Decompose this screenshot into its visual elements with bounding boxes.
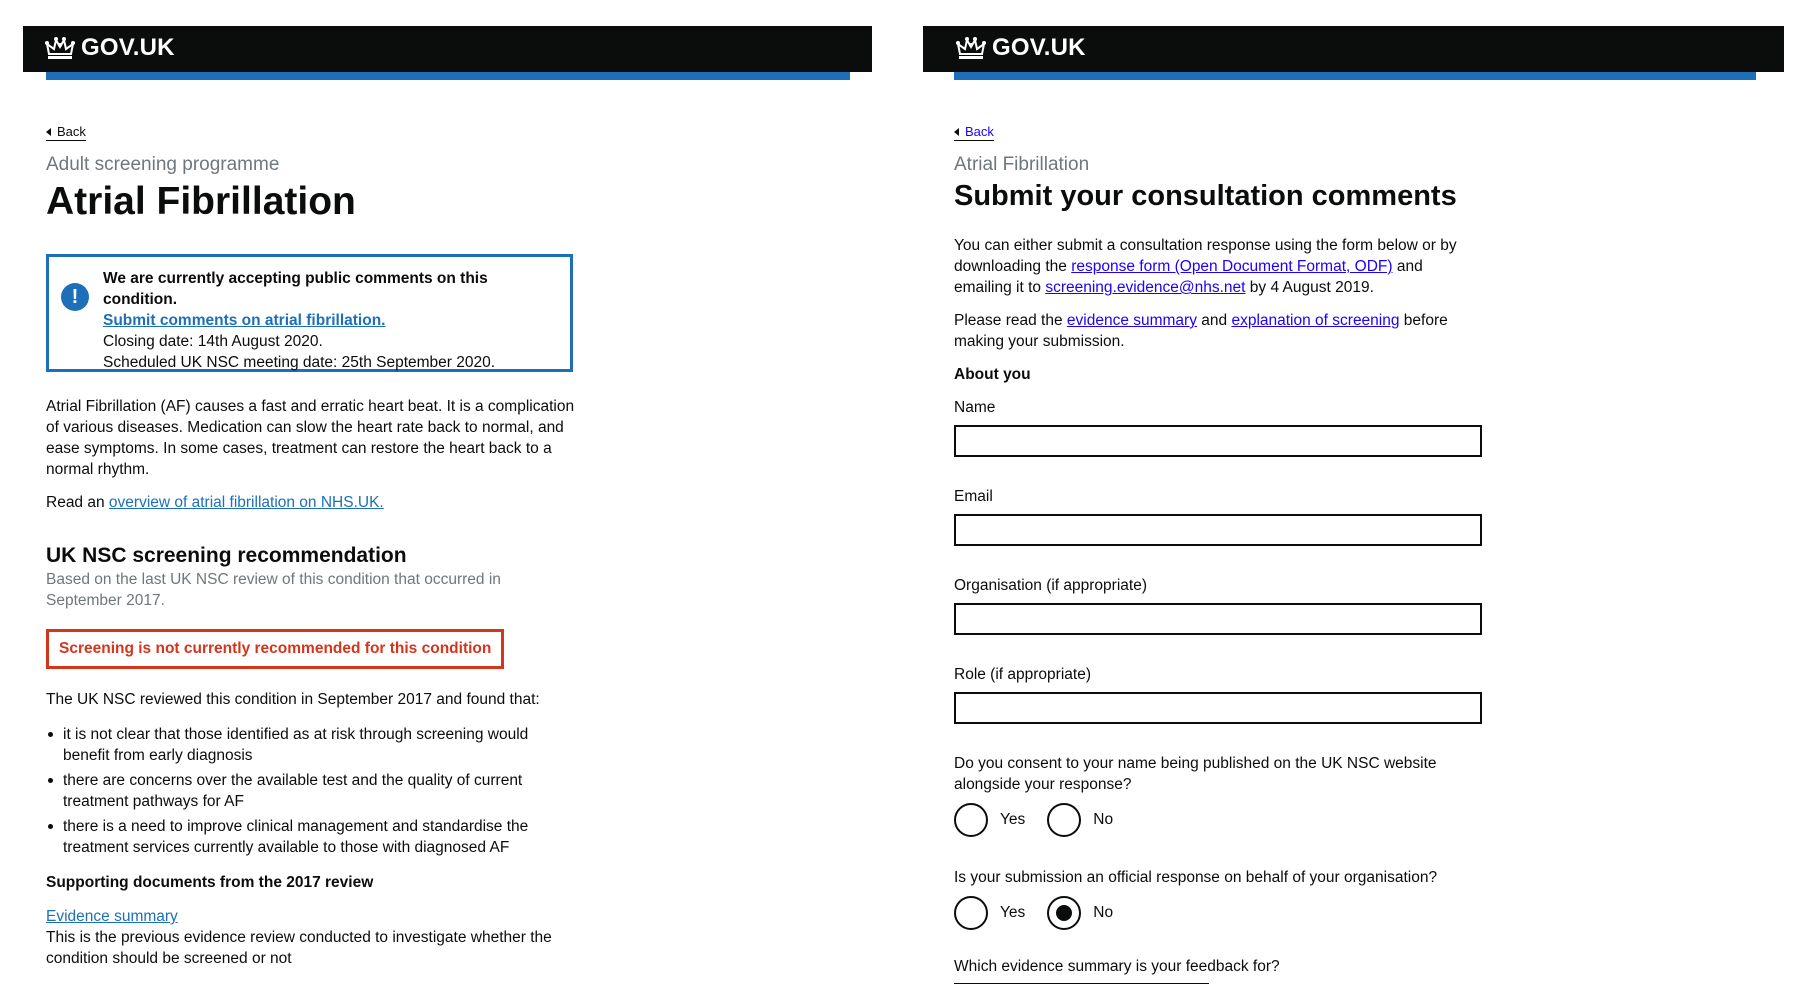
intro-paragraph bbox=[954, 235, 1484, 298]
radio-label: Yes bbox=[1000, 904, 1026, 921]
list-item: there is a need to improve clinical management and standardise the treatment services currently available to those with diagnosed AF bbox=[46, 816, 546, 858]
crown-icon bbox=[45, 36, 75, 60]
submit-comments-link[interactable]: Submit comments on atrial fibrillation. bbox=[103, 312, 386, 329]
official-radios bbox=[954, 896, 1784, 930]
explanation-link[interactable]: explanation of screening bbox=[1231, 312, 1400, 329]
back-label: Back bbox=[965, 124, 994, 139]
evidence-question bbox=[954, 956, 1784, 984]
name-label: Name bbox=[954, 399, 996, 416]
text: by 4 August 2019. bbox=[1245, 279, 1374, 296]
consent-yes-radio[interactable] bbox=[954, 803, 1025, 837]
evidence-summary-block bbox=[46, 906, 586, 927]
evidence-question-label: Which evidence summary is your feedback for? bbox=[954, 958, 1280, 975]
about-you-heading: About you bbox=[954, 366, 1031, 383]
back-label: Back bbox=[57, 124, 86, 139]
evidence-select[interactable] bbox=[954, 983, 1209, 984]
read-prefix: Read an bbox=[46, 494, 109, 511]
page-caption: Adult screening programme bbox=[46, 154, 280, 175]
govuk-header bbox=[23, 26, 872, 72]
consent-question bbox=[954, 753, 1784, 837]
notice-heading: We are currently accepting public comments on this condition. bbox=[103, 270, 488, 308]
evidence-summary-link[interactable]: evidence summary bbox=[1066, 312, 1197, 329]
brand-text: GOV.UK bbox=[81, 34, 175, 61]
radio-label: No bbox=[1093, 904, 1114, 921]
back-link[interactable] bbox=[954, 125, 994, 141]
back-arrow-icon bbox=[46, 128, 51, 136]
page-caption: Atrial Fibrillation bbox=[954, 154, 1090, 175]
consent-no-radio[interactable] bbox=[1047, 803, 1113, 837]
crown-icon bbox=[956, 36, 986, 60]
organisation-group bbox=[954, 575, 1784, 635]
email-input[interactable] bbox=[954, 514, 1482, 546]
organisation-input[interactable] bbox=[954, 603, 1482, 635]
read-overview bbox=[46, 492, 586, 513]
reviewed-text: The UK NSC reviewed this condition in September 2017 and found that: bbox=[46, 691, 540, 708]
radio-label: No bbox=[1093, 811, 1114, 828]
govuk-logo[interactable] bbox=[45, 34, 175, 62]
text: and emailing it to bbox=[954, 258, 1423, 296]
consent-radios bbox=[954, 803, 1784, 837]
consultation-form-page bbox=[923, 26, 1784, 984]
recommendation-sub: Based on the last UK NSC review of this condition that occurred in September 2017. bbox=[46, 571, 501, 609]
text: before making your submission. bbox=[954, 312, 1448, 350]
recommendation-heading: UK NSC screening recommendation bbox=[46, 544, 407, 567]
radio-circle[interactable] bbox=[954, 803, 988, 837]
supporting-heading: Supporting documents from the 2017 review bbox=[46, 874, 374, 891]
radio-label: Yes bbox=[1000, 811, 1026, 828]
text: You can either submit a consultation response using the form below or by downloading the bbox=[954, 237, 1457, 275]
email-link[interactable]: screening.evidence@nhs.net bbox=[1045, 279, 1246, 296]
evidence-summary-link[interactable]: Evidence summary bbox=[46, 908, 178, 925]
radio-circle[interactable] bbox=[954, 896, 988, 930]
list-item: there are concerns over the available test and the quality of current treatment pathways for AF bbox=[46, 770, 546, 812]
read-paragraph bbox=[954, 310, 1484, 352]
email-label: Email bbox=[954, 488, 993, 505]
recommendation-warning: Screening is not currently recommended for this condition bbox=[46, 629, 504, 669]
email-group bbox=[954, 486, 1784, 546]
role-input[interactable] bbox=[954, 692, 1482, 724]
condition-page bbox=[23, 26, 872, 969]
closing-date: Closing date: 14th August 2020. bbox=[103, 333, 323, 350]
back-link[interactable] bbox=[46, 125, 86, 141]
page-title: Submit your consultation comments bbox=[954, 180, 1457, 212]
brand-text: GOV.UK bbox=[992, 34, 1086, 61]
page-title: Atrial Fibrillation bbox=[46, 180, 356, 223]
header-underline bbox=[954, 72, 1756, 80]
response-form-link[interactable]: response form (Open Document Format, ODF) bbox=[1071, 258, 1393, 275]
govuk-header bbox=[923, 26, 1784, 72]
official-yes-radio[interactable] bbox=[954, 896, 1025, 930]
role-group bbox=[954, 664, 1784, 724]
official-question bbox=[954, 867, 1784, 930]
findings-list bbox=[46, 724, 546, 858]
back-arrow-icon bbox=[954, 128, 959, 136]
meeting-date: Scheduled UK NSC meeting date: 25th September 2020. bbox=[103, 354, 496, 371]
consent-label: Do you consent to your name being published on the UK NSC website alongside your response? bbox=[954, 755, 1437, 793]
radio-circle[interactable] bbox=[1047, 803, 1081, 837]
govuk-logo[interactable] bbox=[956, 34, 1086, 62]
nhs-overview-link[interactable]: overview of atrial fibrillation on NHS.UK. bbox=[108, 494, 384, 511]
text: Please read the bbox=[954, 312, 1067, 329]
text: and bbox=[1196, 312, 1232, 329]
official-no-radio[interactable] bbox=[1047, 896, 1113, 930]
intro-text: Atrial Fibrillation (AF) causes a fast and erratic heart beat. It is a complication of various diseases. Medication can slow the heart rate back to normal, and ease symptoms. In some cases, treatment can restore the heart back to a normal rhythm. bbox=[46, 398, 575, 478]
role-label: Role (if appropriate) bbox=[954, 666, 1091, 683]
exclamation-icon: ! bbox=[61, 283, 89, 311]
organisation-label: Organisation (if appropriate) bbox=[954, 577, 1147, 594]
consultation-notice bbox=[46, 254, 573, 372]
list-item: it is not clear that those identified as at risk through screening would benefit from early diagnosis bbox=[46, 724, 546, 766]
evidence-desc: This is the previous evidence review conducted to investigate whether the condition should be screened or not bbox=[46, 929, 552, 967]
radio-circle-selected[interactable] bbox=[1047, 896, 1081, 930]
header-underline bbox=[46, 72, 850, 80]
name-group bbox=[954, 397, 1784, 457]
name-input[interactable] bbox=[954, 425, 1482, 457]
official-label: Is your submission an official response on behalf of your organisation? bbox=[954, 869, 1438, 886]
